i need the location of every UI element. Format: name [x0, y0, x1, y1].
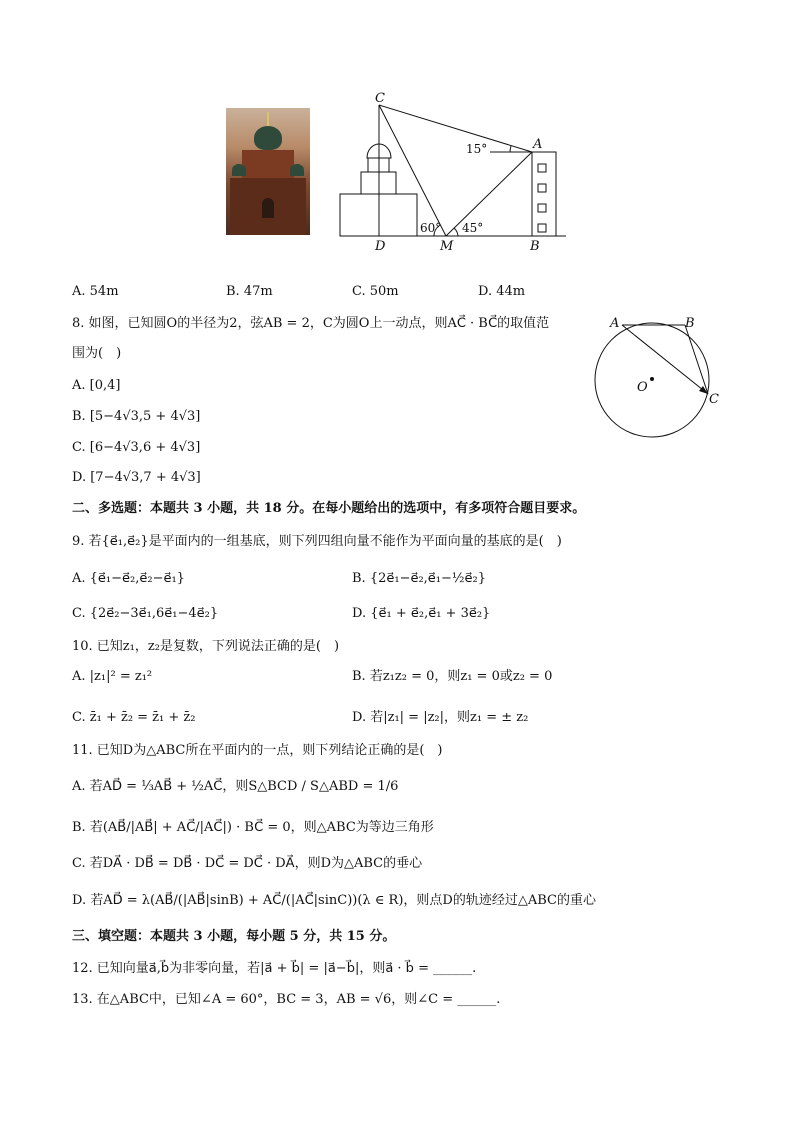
q11-option-c: C. 若DA⃗ · DB⃗ = DB⃗ · DC⃗ = DC⃗ · DA⃗，则D为△ABC的垂心 [72, 856, 423, 871]
label-D: D [375, 239, 386, 254]
q11-option-a: A. 若AD⃗ = ⅓AB⃗ + ½AC⃗，则S△BCD / S△ABD = 1/6 [72, 779, 399, 794]
q11-option-d: D. 若AD⃗ = λ(AB⃗/(|AB⃗|sinB) + AC⃗/(|AC⃗|sinC))(λ ∈ R)，则点D的轨迹经过△ABC的重心 [72, 893, 596, 908]
label-A: A [533, 137, 543, 152]
q8-stem-line1: 8. 如图，已知圆O的半径为2，弦AB = 2，C为圆O上一动点，则AC⃗ · BC⃗的取值范 [72, 316, 550, 331]
section2-heading: 二、多选题：本题共 3 小题，共 18 分。在每小题给出的选项中，有多项符合题目要求。 [72, 501, 586, 516]
q10-option-b: B. 若z₁z₂ = 0，则z₁ = 0或z₂ = 0 [352, 669, 553, 684]
tower-figure [330, 90, 580, 255]
label-B: B [685, 316, 695, 331]
q12-stem: 12. 已知向量a⃗,b⃗为非零向量，若|a⃗ + b⃗| = |a⃗−b⃗|，则a⃗ · b⃗ = ______. [72, 961, 477, 976]
q11-option-b: B. 若(AB⃗/|AB⃗| + AC⃗/|AC⃗|) · BC⃗ = 0，则△ABC为等边三角形 [72, 820, 434, 835]
angle-45: 45° [462, 221, 484, 235]
q8-stem-line2: 围为( ) [72, 346, 122, 361]
section3-heading: 三、填空题：本题共 3 小题，每小题 5 分，共 15 分。 [72, 929, 396, 944]
q8-option-a: A. [0,4] [72, 378, 121, 393]
q13-stem: 13. 在△ABC中，已知∠A = 60°，BC = 3，AB = √6，则∠C = ______. [72, 992, 501, 1007]
q10-option-a: A. |z₁|² = z₁² [72, 669, 153, 684]
q9-option-b: B. {2e⃗₁−e⃗₂,e⃗₁−½e⃗₂} [352, 571, 486, 586]
q7-option-a: A. 54m [72, 284, 119, 299]
angle-60: 60° [420, 221, 442, 235]
label-C: C [709, 392, 719, 407]
q11-stem: 11. 已知D为△ABC所在平面内的一点，则下列结论正确的是( ) [72, 743, 443, 758]
circle-figure [588, 312, 728, 442]
label-M: M [440, 239, 454, 254]
label-C: C [375, 91, 385, 106]
q8-option-b: B. [5−4√3,5 + 4√3] [72, 409, 201, 424]
church-photo [226, 108, 310, 235]
q10-option-d: D. 若|z₁| = |z₂|，则z₁ = ± z₂ [352, 710, 529, 725]
q9-stem: 9. 若{e⃗₁,e⃗₂}是平面内的一组基底，则下列四组向量不能作为平面向量的基底的是( ) [72, 534, 562, 549]
label-B: B [530, 239, 540, 254]
q10-stem: 10. 已知z₁，z₂是复数，下列说法正确的是( ) [72, 639, 340, 654]
q8-option-c: C. [6−4√3,6 + 4√3] [72, 440, 201, 455]
q7-option-b: B. 47m [226, 284, 273, 299]
q8-option-d: D. [7−4√3,7 + 4√3] [72, 470, 201, 485]
angle-15: 15° [466, 142, 488, 156]
q9-option-c: C. {2e⃗₂−3e⃗₁,6e⃗₁−4e⃗₂} [72, 606, 219, 621]
q9-option-a: A. {e⃗₁−e⃗₂,e⃗₂−e⃗₁} [72, 571, 185, 586]
label-A: A [610, 316, 620, 331]
q7-option-d: D. 44m [478, 284, 526, 299]
q7-option-c: C. 50m [352, 284, 399, 299]
label-O: O [637, 380, 648, 395]
q9-option-d: D. {e⃗₁ + e⃗₂,e⃗₁ + 3e⃗₂} [352, 606, 491, 621]
q10-option-c: C. z̄₁ + z̄₂ = z̄₁ + z̄₂ [72, 710, 196, 725]
